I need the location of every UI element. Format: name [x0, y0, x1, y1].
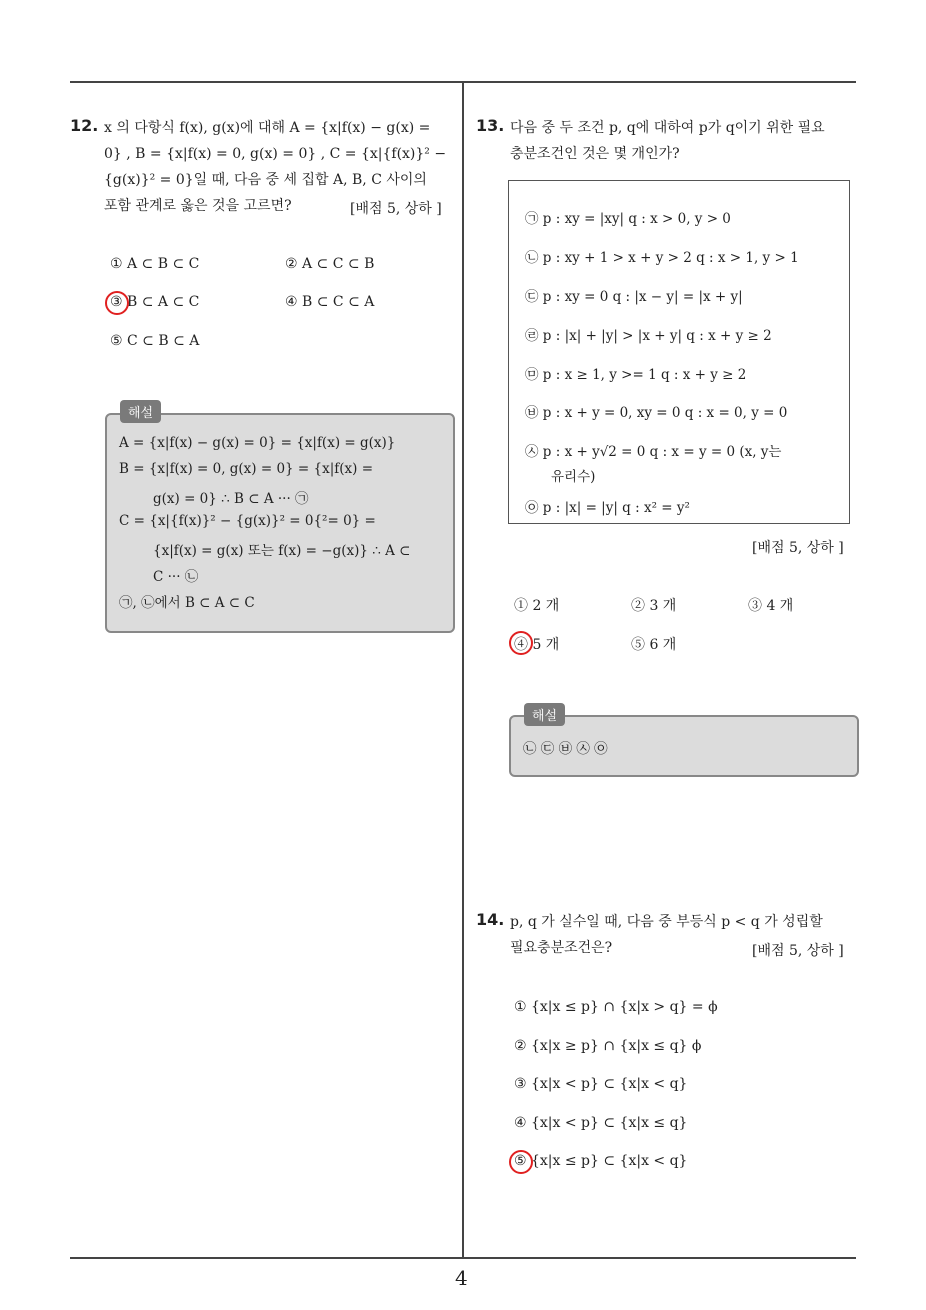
condition-item: ㉧ p : |x| = |y| q : x² = y² — [525, 500, 690, 516]
choice-2[interactable]: ② 3 개 — [631, 598, 677, 614]
choice-4[interactable]: ④ 5 개 — [514, 637, 560, 653]
solution-line: B = {x|f(x) = 0, g(x) = 0} = {x|f(x) = — [119, 461, 374, 477]
condition-item: ㉦ p : x + y√2 = 0 q : x = y = 0 (x, y는 — [525, 444, 782, 460]
choice-4[interactable]: ④ B ⊂ C ⊂ A — [285, 294, 375, 310]
solution-tag: 해설 — [120, 400, 161, 423]
question-text-line: 충분조건인 것은 몇 개인가? — [510, 146, 680, 162]
condition-item: ㉣ p : |x| + |y| > |x + y| q : x + y ≥ 2 — [525, 328, 772, 344]
solution-line: C = {x|{f(x)}² − {g(x)}² = 0{²= 0} = — [119, 513, 376, 529]
bottom-rule — [70, 1257, 856, 1259]
solution-line: A = {x|f(x) − g(x) = 0} = {x|f(x) = g(x)} — [119, 435, 396, 451]
choice-5[interactable]: ⑤ 6 개 — [631, 637, 677, 653]
answer-circle-mark — [509, 1150, 533, 1174]
score-label: [배점 5, 상하 ] — [350, 201, 442, 217]
solution-tag: 해설 — [524, 703, 565, 726]
question-text-line: p, q 가 실수일 때, 다음 중 부등식 p < q 가 성립할 — [510, 914, 823, 930]
choice-2[interactable]: ② A ⊂ C ⊂ B — [285, 256, 375, 272]
choice-3[interactable]: ③ B ⊂ A ⊂ C — [110, 294, 200, 310]
solution-line: ㉡ ㉢ ㉥ ㉦ ㉧ — [523, 741, 608, 757]
choice-5[interactable]: ⑤ C ⊂ B ⊂ A — [110, 333, 200, 349]
condition-item: ㉡ p : xy + 1 > x + y > 2 q : x > 1, y > 1 — [525, 250, 799, 266]
score-label: [배점 5, 상하 ] — [752, 540, 844, 556]
condition-item-continued: 유리수) — [551, 469, 596, 485]
question-text-line: 포함 관계로 옳은 것을 고르면? — [104, 198, 292, 214]
solution-line: g(x) = 0} ∴ B ⊂ A ··· ㉠ — [153, 491, 309, 507]
choice-4[interactable]: ④ {x|x < p} ⊂ {x|x ≤ q} — [514, 1115, 688, 1131]
choice-3[interactable]: ③ {x|x < p} ⊂ {x|x < q} — [514, 1076, 688, 1092]
question-number: 14. — [476, 910, 505, 929]
column-divider — [462, 83, 464, 1258]
choice-1[interactable]: ① {x|x ≤ p} ∩ {x|x > q} = ϕ — [514, 999, 718, 1015]
page-number: 4 — [455, 1266, 468, 1290]
choice-5[interactable]: ⑤ {x|x ≤ p} ⊂ {x|x < q} — [514, 1153, 688, 1169]
solution-line: C ··· ㉡ — [153, 569, 199, 585]
answer-circle-mark — [105, 291, 129, 315]
question-text-line: x 의 다항식 f(x), g(x)에 대해 A = {x|f(x) − g(x) = — [104, 120, 431, 136]
question-text-line: 필요충분조건은? — [510, 940, 613, 956]
choice-1[interactable]: ① 2 개 — [514, 598, 560, 614]
condition-item: ㉢ p : xy = 0 q : |x − y| = |x + y| — [525, 289, 743, 305]
condition-item: ㉤ p : x ≥ 1, y >= 1 q : x + y ≥ 2 — [525, 367, 747, 383]
question-text-line: 0} , B = {x|f(x) = 0, g(x) = 0} , C = {x|{f(x)}² − — [104, 146, 447, 162]
answer-circle-mark — [509, 631, 533, 655]
solution-line: {x|f(x) = g(x) 또는 f(x) = −g(x)} ∴ A ⊂ — [153, 543, 411, 559]
question-text-line: {g(x)}² = 0}일 때, 다음 중 세 집합 A, B, C 사이의 — [104, 172, 427, 188]
condition-item: ㉠ p : xy = |xy| q : x > 0, y > 0 — [525, 211, 731, 227]
condition-item: ㉥ p : x + y = 0, xy = 0 q : x = 0, y = 0 — [525, 405, 788, 421]
question-number: 13. — [476, 116, 505, 135]
choice-2[interactable]: ② {x|x ≥ p} ∩ {x|x ≤ q} ϕ — [514, 1038, 702, 1054]
solution-box — [105, 413, 455, 633]
conditions-box — [508, 180, 850, 524]
choice-1[interactable]: ① A ⊂ B ⊂ C — [110, 256, 200, 272]
question-text-line: 다음 중 두 조건 p, q에 대하여 p가 q이기 위한 필요 — [510, 120, 825, 136]
score-label: [배점 5, 상하 ] — [752, 943, 844, 959]
solution-line: ㉠, ㉡에서 B ⊂ A ⊂ C — [119, 595, 255, 611]
question-number: 12. — [70, 116, 99, 135]
choice-3[interactable]: ③ 4 개 — [748, 598, 794, 614]
